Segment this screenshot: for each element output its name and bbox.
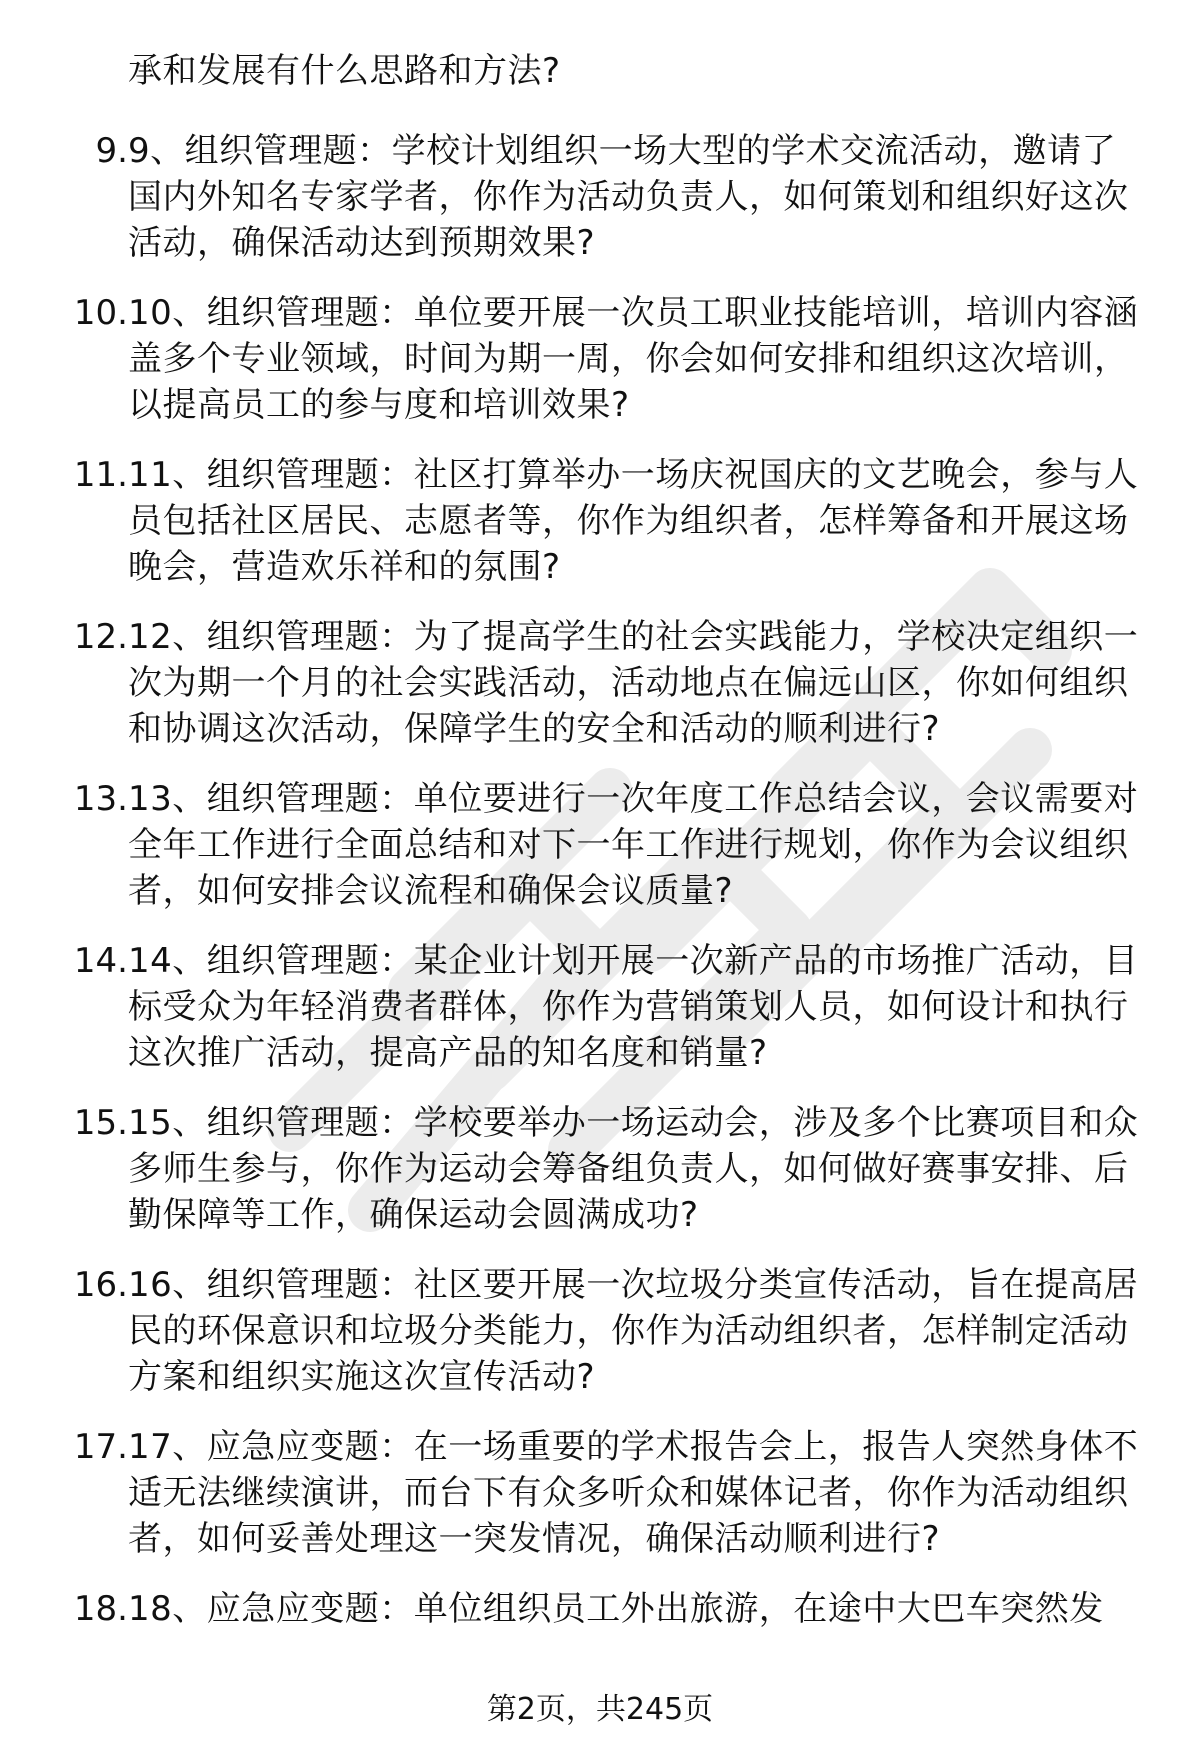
- continuation-text: 承和发展有什么思路和方法?: [128, 51, 561, 91]
- list-item: [0, 1262, 1200, 1414]
- question-number: 11.: [73, 455, 128, 495]
- list-item: [0, 938, 1200, 1090]
- question-text: 9、组织管理题：学校计划组织一场大型的学术交流活动，邀请了国内外知名专家学者，你作为活动负责人，如何策划和组织好这次活动，确保活动达到预期效果?: [128, 131, 1129, 263]
- question-text: 12、组织管理题：为了提高学生的社会实践能力，学校决定组织一次为期一个月的社会实践活动，活动地点在偏远山区，你如何组织和协调这次活动，保障学生的安全和活动的顺利进行?: [128, 617, 1139, 749]
- question-number: 18.: [73, 1589, 128, 1629]
- question-number: 14.: [73, 941, 128, 981]
- question-text: 14、组织管理题：某企业计划开展一次新产品的市场推广活动，目标受众为年轻消费者群体，你作为营销策划人员，如何设计和执行这次推广活动，提高产品的知名度和销量?: [128, 941, 1139, 1073]
- question-number: 15.: [73, 1103, 128, 1143]
- list-item: [0, 452, 1200, 604]
- question-number: 10.: [73, 293, 128, 333]
- question-text: 16、组织管理题：社区要开展一次垃圾分类宣传活动，旨在提高居民的环保意识和垃圾分类能力，你作为活动组织者，怎样制定活动方案和组织实施这次宣传活动?: [128, 1265, 1139, 1397]
- question-number: 9.: [95, 131, 128, 171]
- list-item: [0, 128, 1200, 280]
- page-footer: 第2页，共245页: [486, 1692, 714, 1727]
- question-text: 17、应急应变题：在一场重要的学术报告会上，报告人突然身体不适无法继续演讲，而台下有众多听众和媒体记者，你作为活动组织者，如何妥善处理这一突发情况，确保活动顺利进行?: [128, 1427, 1139, 1559]
- question-text: 15、组织管理题：学校要举办一场运动会，涉及多个比赛项目和众多师生参与，你作为运动会筹备组负责人，如何做好赛事安排、后勤保障等工作，确保运动会圆满成功?: [128, 1103, 1139, 1235]
- list-item: [0, 1100, 1200, 1252]
- question-number: 16.: [73, 1265, 128, 1305]
- list-item: [0, 1424, 1200, 1576]
- question-text: 13、组织管理题：单位要进行一次年度工作总结会议，会议需要对全年工作进行全面总结和对下一年工作进行规划，你作为会议组织者，如何安排会议流程和确保会议质量?: [128, 779, 1139, 911]
- question-list: [0, 128, 1200, 1748]
- list-item: [0, 776, 1200, 928]
- list-item: [0, 614, 1200, 766]
- list-item: [0, 290, 1200, 442]
- question-number: 12.: [73, 617, 128, 657]
- question-text: 11、组织管理题：社区打算举办一场庆祝国庆的文艺晚会，参与人员包括社区居民、志愿者等，你作为组织者，怎样筹备和开展这场晚会，营造欢乐祥和的氛围?: [128, 455, 1139, 587]
- question-text: 18、应急应变题：单位组织员工外出旅游，在途中大巴车突然发: [128, 1589, 1104, 1629]
- question-number: 13.: [73, 779, 128, 819]
- question-number: 17.: [73, 1427, 128, 1467]
- question-text: 10、组织管理题：单位要开展一次员工职业技能培训，培训内容涵盖多个专业领域，时间为期一周，你会如何安排和组织这次培训，以提高员工的参与度和培训效果?: [128, 293, 1139, 425]
